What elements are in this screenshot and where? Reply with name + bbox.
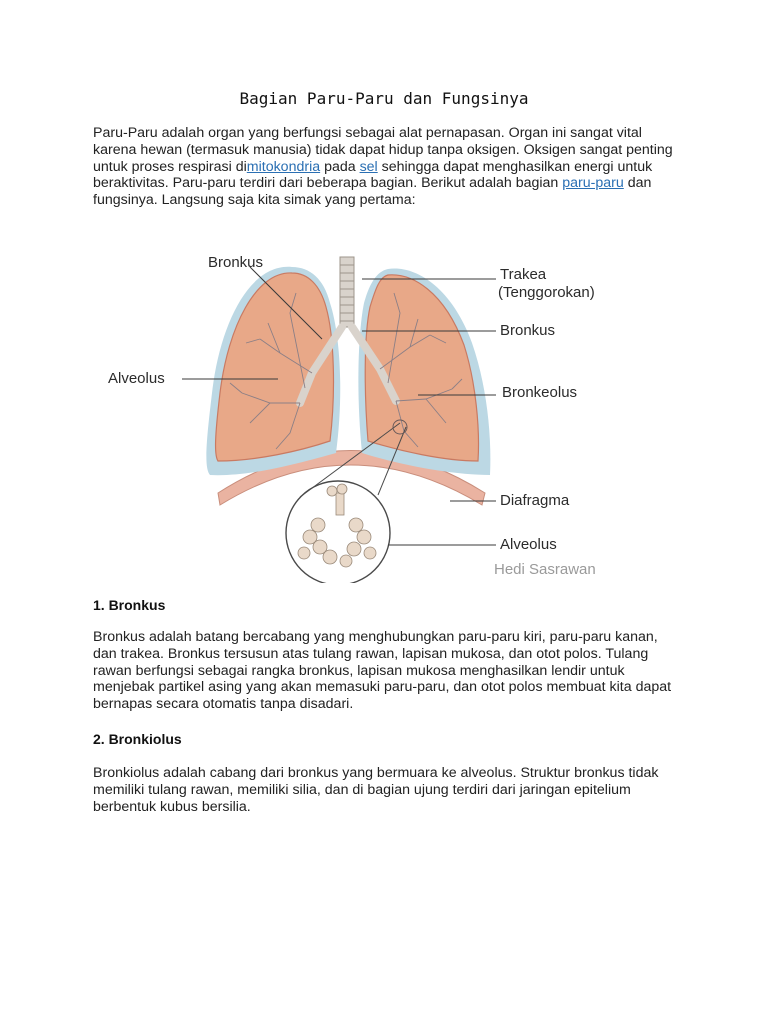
lung-diagram-svg [100,243,640,583]
page-title: Bagian Paru-Paru dan Fungsinya [239,89,529,108]
intro-paragraph [93,125,683,209]
section-heading-bronkiolus: 2. Bronkiolus [93,731,182,747]
label-tenggorokan: (Tenggorokan) [498,284,595,301]
lung-diagram [100,243,640,583]
label-alveolus-right: Alveolus [500,536,557,553]
image-credit: Hedi Sasrawan [494,561,596,578]
section-heading-bronkus: 1. Bronkus [93,597,166,613]
label-alveolus-left: Alveolus [108,370,165,387]
link-sel[interactable]: sel [359,158,378,175]
label-bronkus-right: Bronkus [500,322,556,339]
trachea [340,257,354,327]
label-bronkeolus: Bronkeolus [502,384,578,401]
label-diafragma: Diafragma [500,492,570,509]
link-paru-paru[interactable]: paru-paru [562,175,624,192]
intro-text-1: Paru-Paru adalah organ yang berfungsi sebagai alat pernapasan. Organ ini sangat vital karena hewan (termasuk manusia) tidak dapat hidup tanpa oksigen. Oksigen sangat penting untuk proses respirasi di [93,125,673,175]
section-body-bronkus: Bronkus adalah batang bercabang yang menghubungkan paru-paru kiri, paru-paru kanan, dan trakea. Bronkus tersusun atas tulang rawan, lapisan mukosa, dan otot polos. Tulang rawan berfungsi sebagai rangka bronkus, lapisan mukosa menghasilkan lendir untuk menjebak partikel asing yang akan memasuki paru-paru, dan otot polos membuat kita dapat bernapas secara otomatis tanpa disadari. [93,629,672,713]
intro-text-2: pada [320,158,360,175]
label-bronkus-left: Bronkus [208,254,264,271]
section-body-bronkiolus: Bronkiolus adalah cabang dari bronkus yang bermuara ke alveolus. Struktur bronkus tidak memiliki tulang rawan, memiliki silia, dan di bagian ujung terdiri dari jaringan epitelium berbentuk kubus bersilia. [93,765,659,815]
label-trakea: Trakea [500,266,547,283]
link-mitokondria[interactable]: mitokondria [246,158,321,175]
intro-text-3: sehingga dapat menghasilkan energi untuk beraktivitas. Paru-paru terdiri dari beberapa bagian. Berikut adalah bagian [93,158,653,192]
intro-text-4: dan fungsinya. Langsung saja kita simak yang pertama: [93,175,652,209]
